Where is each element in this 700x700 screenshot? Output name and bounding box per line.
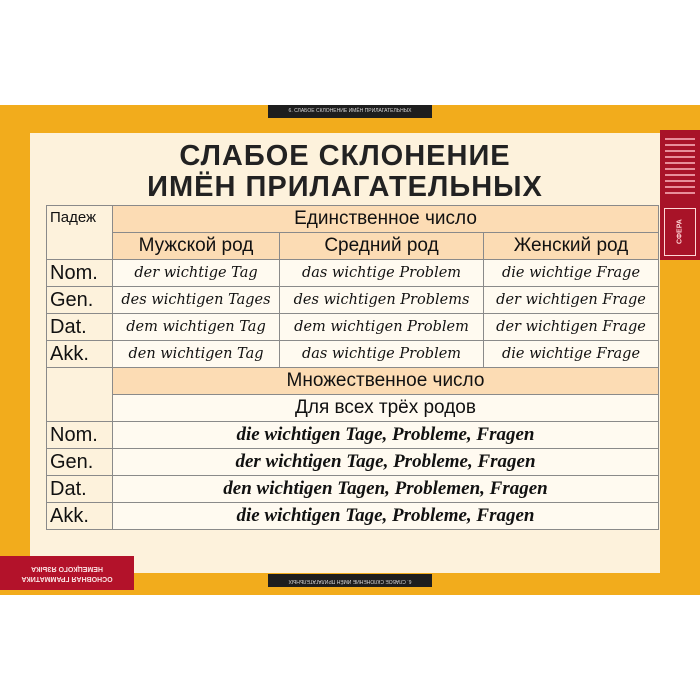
case-label: Nom.	[47, 260, 113, 287]
plural-subheader: Для всех трёх родов	[113, 395, 659, 422]
table-row	[47, 260, 659, 287]
series-label	[0, 556, 134, 590]
page-title	[30, 141, 660, 203]
publisher-panel	[660, 130, 700, 260]
series-label-line-1: ОСНОВНАЯ ГРАММАТИКА	[21, 575, 113, 582]
singular-header: Единственное число	[113, 206, 659, 233]
case-label: Gen.	[47, 449, 113, 476]
case-label: Nom.	[47, 422, 113, 449]
plural-header: Множественное число	[113, 368, 659, 395]
declension-table	[46, 205, 659, 530]
blank-cell	[47, 368, 113, 422]
table-cell: die wichtigen Tage, Probleme, Fragen	[113, 422, 659, 449]
title-line-1: СЛАБОЕ СКЛОНЕНИЕ	[179, 140, 511, 172]
table-cell: die wichtigen Tage, Probleme, Fragen	[113, 503, 659, 530]
table-cell: der wichtigen Frage	[484, 287, 659, 314]
case-label: Dat.	[47, 476, 113, 503]
table-row	[47, 233, 659, 260]
table-row	[47, 287, 659, 314]
gender-header-neuter: Средний род	[280, 233, 484, 260]
series-label-line-2: НЕМЕЦКОГО ЯЗЫКА	[31, 565, 103, 572]
bottom-strip-label: 6. СЛАБОЕ СКЛОНЕНИЕ ИМЁН ПРИЛАГАТЕЛЬНЫХ	[268, 574, 432, 587]
title-line-2: ИМЁН ПРИЛАГАТЕЛЬНЫХ	[147, 171, 543, 203]
table-row	[47, 449, 659, 476]
table-row	[47, 476, 659, 503]
top-strip-label: 6. СЛАБОЕ СКЛОНЕНИЕ ИМЁН ПРИЛАГАТЕЛЬНЫХ	[268, 105, 432, 118]
case-label: Dat.	[47, 314, 113, 341]
table-row	[47, 422, 659, 449]
case-label: Akk.	[47, 341, 113, 368]
table-cell: das wichtige Problem	[280, 341, 484, 368]
table-row	[47, 314, 659, 341]
table-row	[47, 368, 659, 395]
table-cell: dem wichtigen Problem	[280, 314, 484, 341]
case-label: Akk.	[47, 503, 113, 530]
table-cell: des wichtigen Tages	[113, 287, 280, 314]
table-cell: dem wichtigen Tag	[113, 314, 280, 341]
gender-header-masculine: Мужской род	[113, 233, 280, 260]
table-cell: der wichtigen Tage, Probleme, Fragen	[113, 449, 659, 476]
table-cell: die wichtige Frage	[484, 341, 659, 368]
publisher-logo: СФЕРА	[664, 208, 696, 256]
table-row	[47, 341, 659, 368]
table-cell: den wichtigen Tag	[113, 341, 280, 368]
table-cell: der wichtigen Frage	[484, 314, 659, 341]
table-cell: der wichtige Tag	[113, 260, 280, 287]
table-cell: des wichtigen Problems	[280, 287, 484, 314]
table-cell: die wichtige Frage	[484, 260, 659, 287]
publisher-info-lines	[665, 138, 695, 198]
table-row	[47, 206, 659, 233]
table-row	[47, 503, 659, 530]
table-row	[47, 395, 659, 422]
gender-header-feminine: Женский род	[484, 233, 659, 260]
table-cell: das wichtige Problem	[280, 260, 484, 287]
table-cell: den wichtigen Tagen, Problemen, Fragen	[113, 476, 659, 503]
case-column-header: Падеж	[47, 206, 113, 260]
case-label: Gen.	[47, 287, 113, 314]
